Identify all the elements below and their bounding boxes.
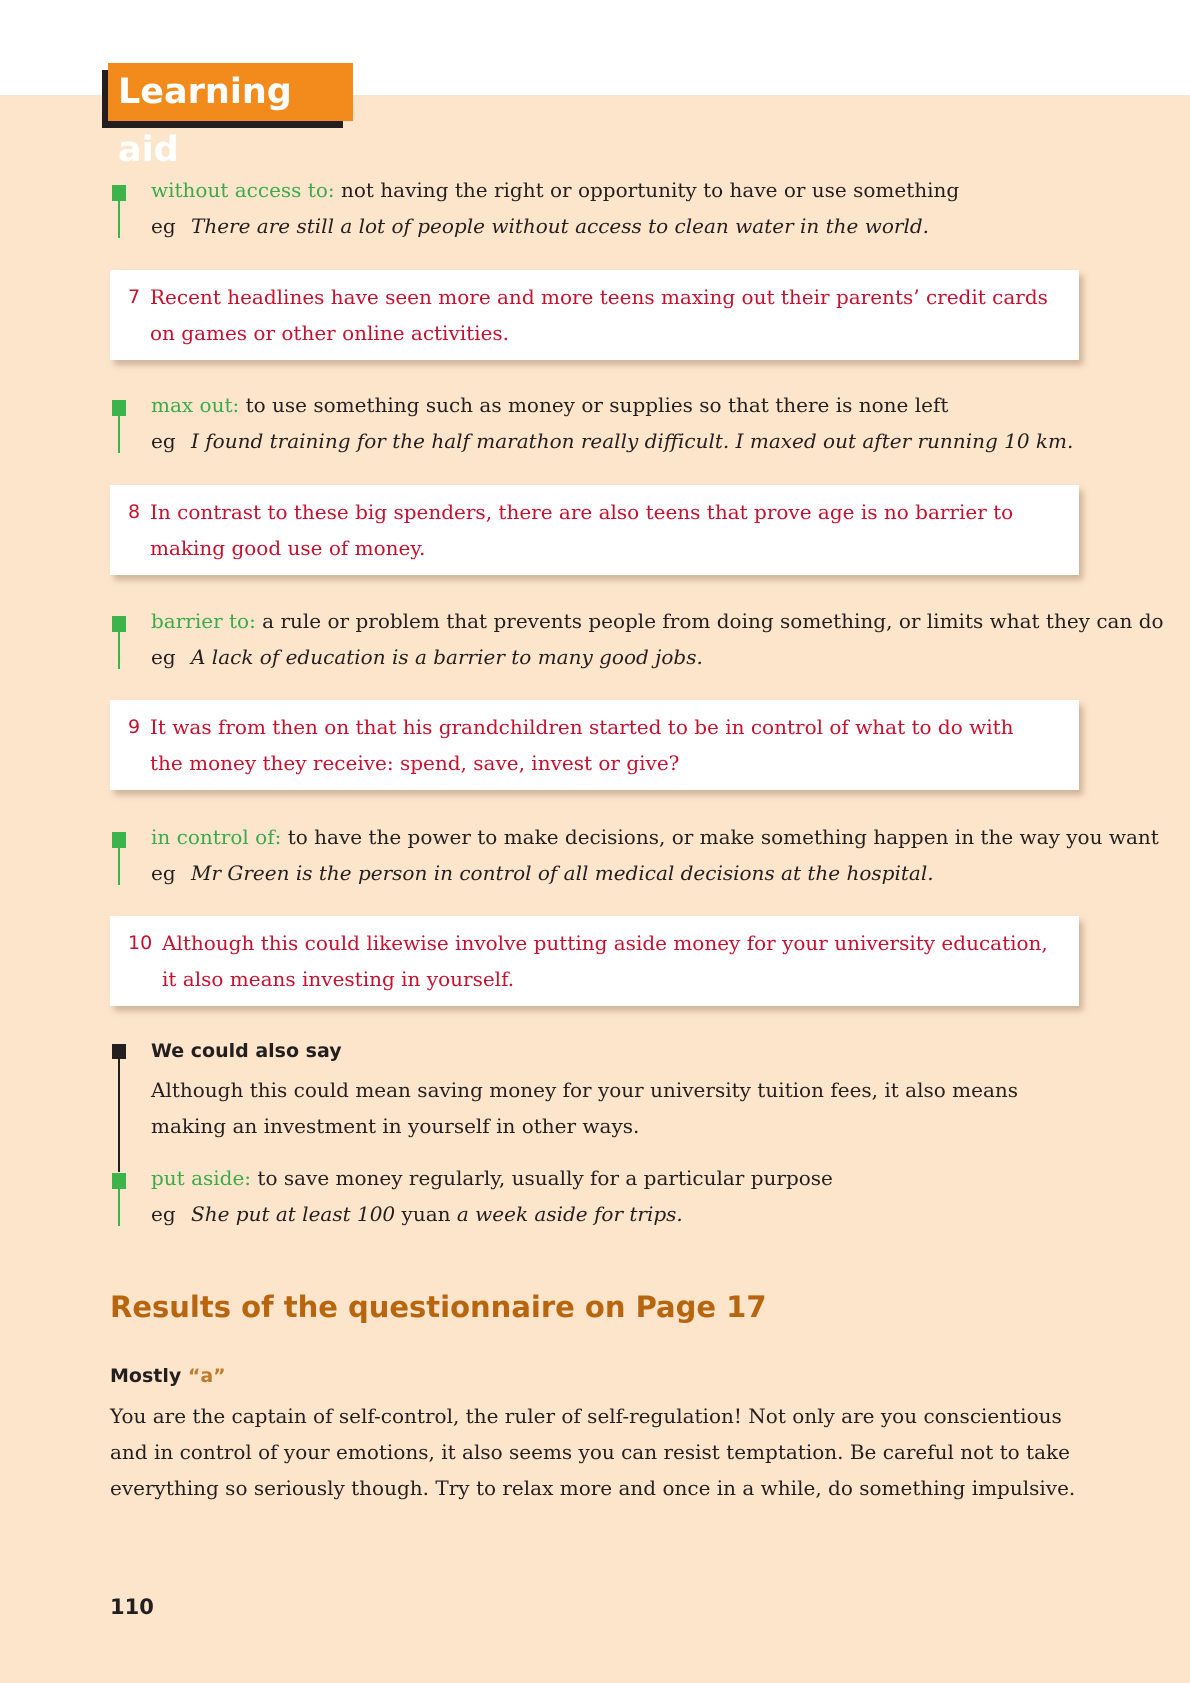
- excerpt-text: Recent headlines have seen more and more teens maxing out their parents’ credit cards on games or other online activities.: [150, 285, 1048, 345]
- vocab-definition-line: [151, 1166, 833, 1190]
- eg-label: eg: [151, 861, 176, 885]
- bullet-square-icon: [112, 1044, 126, 1059]
- results-heading: Results of the questionnaire on Page 17: [110, 1290, 767, 1324]
- bullet-square-icon: [112, 1173, 126, 1189]
- vocab-example-part: She put at least 100: [191, 1202, 396, 1226]
- text-excerpt: [110, 700, 1079, 790]
- eg-label: eg: [151, 214, 176, 238]
- vocab-term: put aside:: [151, 1166, 252, 1190]
- text-excerpt: [110, 485, 1079, 575]
- bullet-line: [118, 1059, 120, 1172]
- vocab-term: barrier to:: [151, 609, 256, 633]
- vocab-example-part: a week aside for trips.: [456, 1202, 683, 1226]
- eg-label: eg: [151, 645, 176, 669]
- bullet-square-icon: [112, 185, 126, 201]
- vocab-definition: to use something such as money or supplies so that there is none left: [239, 393, 949, 417]
- bullet-square-icon: [112, 400, 126, 416]
- excerpt-number: 9: [128, 716, 141, 738]
- vocab-definition-line: [151, 393, 948, 417]
- vocab-example: I found training for the half marathon really difficult. I maxed out after running 10 km.: [191, 429, 1074, 453]
- vocab-example: Mr Green is the person in control of all medical decisions at the hospital.: [191, 861, 934, 885]
- bullet-line: [118, 632, 120, 669]
- results-text: You are the captain of self-control, the ruler of self-regulation! Not only are you conscientious and in control of your emotions, it also seems you can resist temptation. Be careful not to take everything so seriously though. Try to relax more and once in a while, do something impulsive.: [110, 1404, 1076, 1500]
- vocab-term: max out:: [151, 393, 240, 417]
- vocab-definition: a rule or problem that prevents people from doing something, or limits what they can do: [255, 609, 1164, 633]
- vocab-example-line: [151, 429, 1073, 453]
- vocab-definition-line: [151, 825, 1159, 849]
- eg-label: eg: [151, 1202, 176, 1226]
- bullet-line: [118, 1189, 120, 1226]
- vocab-definition-line: [151, 609, 1164, 633]
- vocab-definition: to have the power to make decisions, or make something happen in the way you want: [281, 825, 1159, 849]
- vocab-example-unit: yuan: [395, 1202, 457, 1226]
- vocab-example-line: [151, 645, 703, 669]
- vocab-example-line: [151, 861, 934, 885]
- vocab-example: A lack of education is a barrier to many good jobs.: [191, 645, 703, 669]
- section-header: Learning aid: [108, 63, 353, 121]
- excerpt-text: Although this could likewise involve putting aside money for your university education, it also means investing in yourself.: [162, 931, 1048, 991]
- mostly-heading: [110, 1365, 226, 1387]
- bullet-square-icon: [112, 616, 126, 632]
- vocab-example-line: [151, 1202, 683, 1226]
- vocab-example-line: [151, 214, 929, 238]
- vocab-definition-line: [151, 178, 959, 202]
- mostly-label: Mostly: [110, 1365, 188, 1387]
- bullet-line: [118, 848, 120, 885]
- excerpt-text: It was from then on that his grandchildren started to be in control of what to do with the money they receive: spend, save, invest or give?: [150, 715, 1014, 775]
- vocab-term: in control of:: [151, 825, 282, 849]
- excerpt-number: 7: [128, 286, 141, 308]
- bullet-line: [118, 416, 120, 453]
- bullet-line: [118, 201, 120, 238]
- text-excerpt: [110, 270, 1079, 360]
- alternative-text: Although this could mean saving money for your university tuition fees, it also means making an investment in yourself in other ways.: [151, 1078, 1019, 1138]
- excerpt-number: 10: [128, 932, 153, 954]
- vocab-example: There are still a lot of people without access to clean water in the world.: [191, 214, 930, 238]
- vocab-definition: not having the right or opportunity to have or use something: [334, 178, 960, 202]
- excerpt-text: In contrast to these big spenders, there are also teens that prove age is no barrier to making good use of money.: [150, 500, 1014, 560]
- mostly-value: “a”: [187, 1365, 226, 1387]
- text-excerpt: [110, 916, 1079, 1006]
- eg-label: eg: [151, 429, 176, 453]
- excerpt-number: 8: [128, 501, 141, 523]
- vocab-definition: to save money regularly, usually for a particular purpose: [251, 1166, 833, 1190]
- page-number: 110: [110, 1595, 154, 1619]
- bullet-square-icon: [112, 832, 126, 848]
- alternative-title: We could also say: [151, 1040, 342, 1062]
- vocab-term: without access to:: [151, 178, 335, 202]
